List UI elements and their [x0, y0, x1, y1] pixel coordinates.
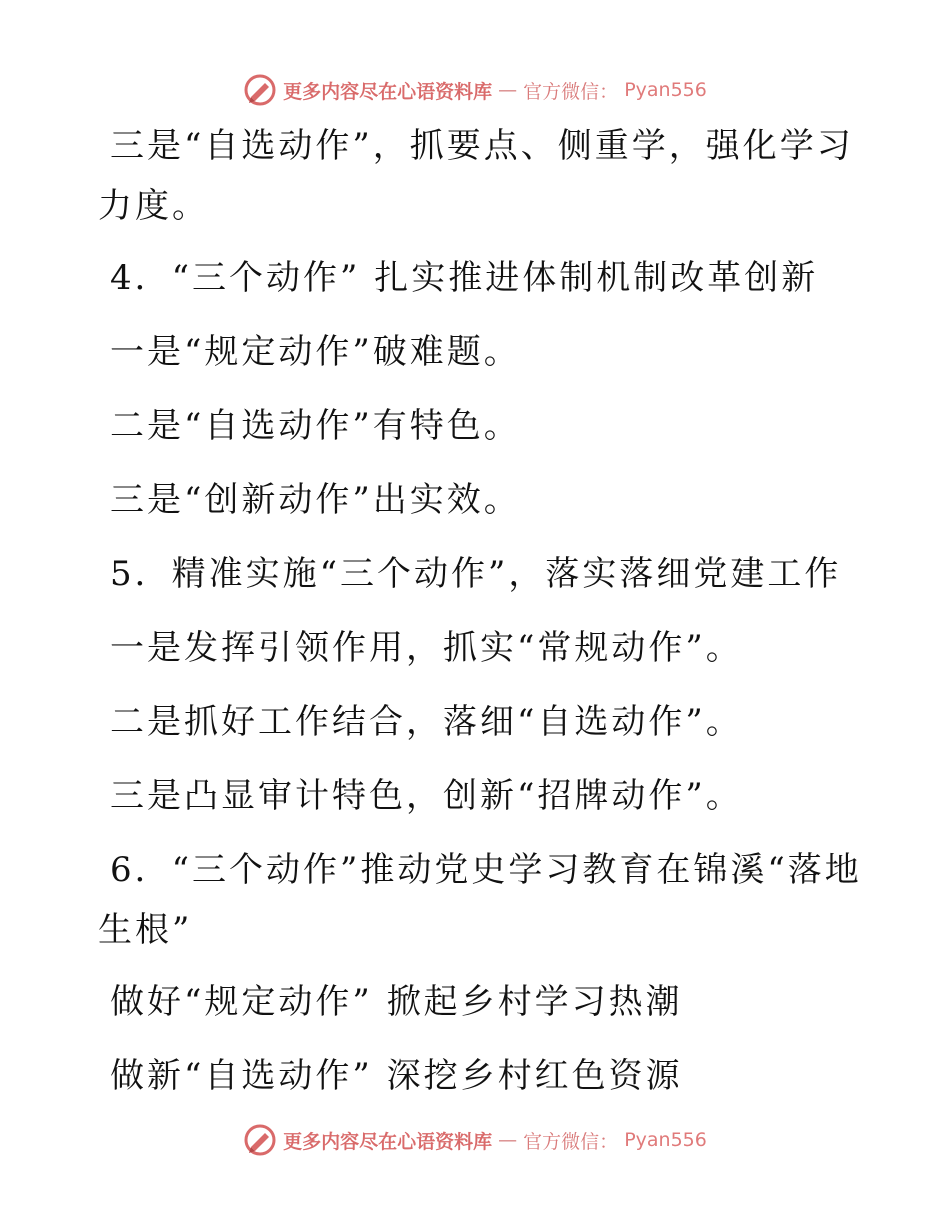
watermark-main-text: 更多内容尽在心语资料库	[283, 80, 493, 103]
footer-watermark	[0, 1120, 950, 1160]
text-line: 二是“自选动作”有特色。	[110, 406, 521, 446]
text-line: 三是“自选动作”，抓要点、侧重学，强化学习	[110, 126, 854, 166]
watermark-suffix-text: 官方微信：	[523, 80, 619, 103]
watermark-separator: —	[498, 1129, 518, 1151]
header-watermark	[0, 70, 950, 110]
watermark-main-text: 更多内容尽在心语资料库	[283, 1130, 493, 1153]
text-line: 二是抓好工作结合，落细“自选动作”。	[110, 702, 743, 742]
text-line: 一是发挥引领作用，抓实“常规动作”。	[110, 628, 743, 668]
watermark-suffix-text: 官方微信：	[523, 1130, 619, 1153]
section-heading: 6．“三个动作”推动党史学习教育在锦溪“落地	[110, 850, 862, 890]
text-line: 三是凸显审计特色，创新“招牌动作”。	[110, 776, 743, 816]
pen-circle-logo-icon	[243, 1123, 277, 1157]
section-heading: 4．“三个动作” 扎实推进体制机制改革创新	[110, 258, 819, 298]
section-heading-continued: 生根”	[98, 910, 193, 950]
text-line: 做新“自选动作” 深挖乡村红色资源	[110, 1056, 683, 1096]
watermark-handle: Pyan556	[624, 79, 707, 101]
text-line: 一是“规定动作”破难题。	[110, 332, 521, 372]
pen-circle-logo-icon	[243, 73, 277, 107]
text-line: 三是“创新动作”出实效。	[110, 480, 521, 520]
section-heading: 5．精准实施“三个动作”，落实落细党建工作	[110, 554, 842, 594]
watermark-handle: Pyan556	[624, 1129, 707, 1151]
watermark-separator: —	[498, 79, 518, 101]
text-line: 做好“规定动作” 掀起乡村学习热潮	[110, 982, 683, 1022]
text-line: 力度。	[98, 186, 209, 226]
